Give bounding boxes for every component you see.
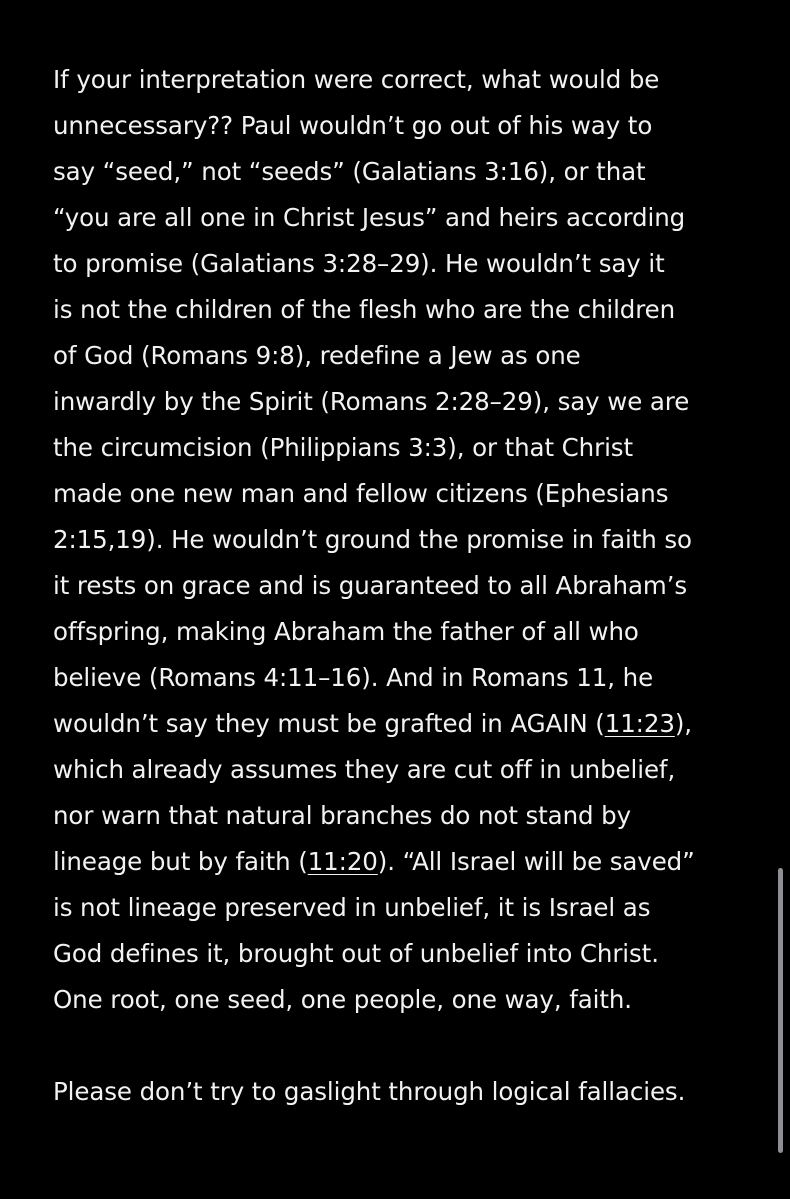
note-line: 2:15,19). He wouldn’t ground the promise in faith so	[53, 525, 692, 554]
verse-reference-link[interactable]: 11:20	[307, 847, 378, 876]
note-line: inwardly by the Spirit (Romans 2:28–29), say we are	[53, 387, 690, 416]
note-line: nor warn that natural branches do not stand by	[53, 801, 632, 830]
note-line: is not the children of the flesh who are the children	[53, 295, 676, 324]
closing-line: Please don’t try to gaslight through logical fallacies.	[53, 1077, 686, 1106]
note-line: of God (Romans 9:8), redefine a Jew as one	[53, 341, 581, 370]
note-line: unnecessary?? Paul wouldn’t go out of his way to	[53, 111, 653, 140]
scrollbar-thumb[interactable]	[778, 868, 783, 1153]
paragraph-gap	[53, 1023, 753, 1069]
note-line: it rests on grace and is guaranteed to all Abraham’s	[53, 571, 688, 600]
note-body[interactable]	[53, 57, 753, 1115]
note-line-text: lineage but by faith (	[53, 847, 308, 876]
note-line-text: ). “All Israel will be saved”	[377, 847, 695, 876]
note-line: offspring, making Abraham the father of all who	[53, 617, 639, 646]
note-line: believe (Romans 4:11–16). And in Romans 11, he	[53, 663, 654, 692]
note-line	[53, 701, 753, 747]
note-line: is not lineage preserved in unbelief, it is Israel as	[53, 893, 651, 922]
note-line: God defines it, brought out of unbelief into Christ.	[53, 939, 659, 968]
note-line	[53, 839, 753, 885]
note-line: One root, one seed, one people, one way, faith.	[53, 985, 632, 1014]
note-line: to promise (Galatians 3:28–29). He wouldn’t say it	[53, 249, 665, 278]
note-line: “you are all one in Christ Jesus” and heirs according	[53, 203, 686, 232]
note-line: the circumcision (Philippians 3:3), or that Christ	[53, 433, 633, 462]
note-line: which already assumes they are cut off in unbelief,	[53, 755, 676, 784]
verse-reference-link[interactable]: 11:23	[604, 709, 675, 738]
note-line-text: ),	[674, 709, 692, 738]
note-line: say “seed,” not “seeds” (Galatians 3:16), or that	[53, 157, 646, 186]
note-line-text: wouldn’t say they must be grafted in AGAIN (	[53, 709, 605, 738]
note-line: made one new man and fellow citizens (Ephesians	[53, 479, 669, 508]
note-line: If your interpretation were correct, what would be	[53, 65, 660, 94]
